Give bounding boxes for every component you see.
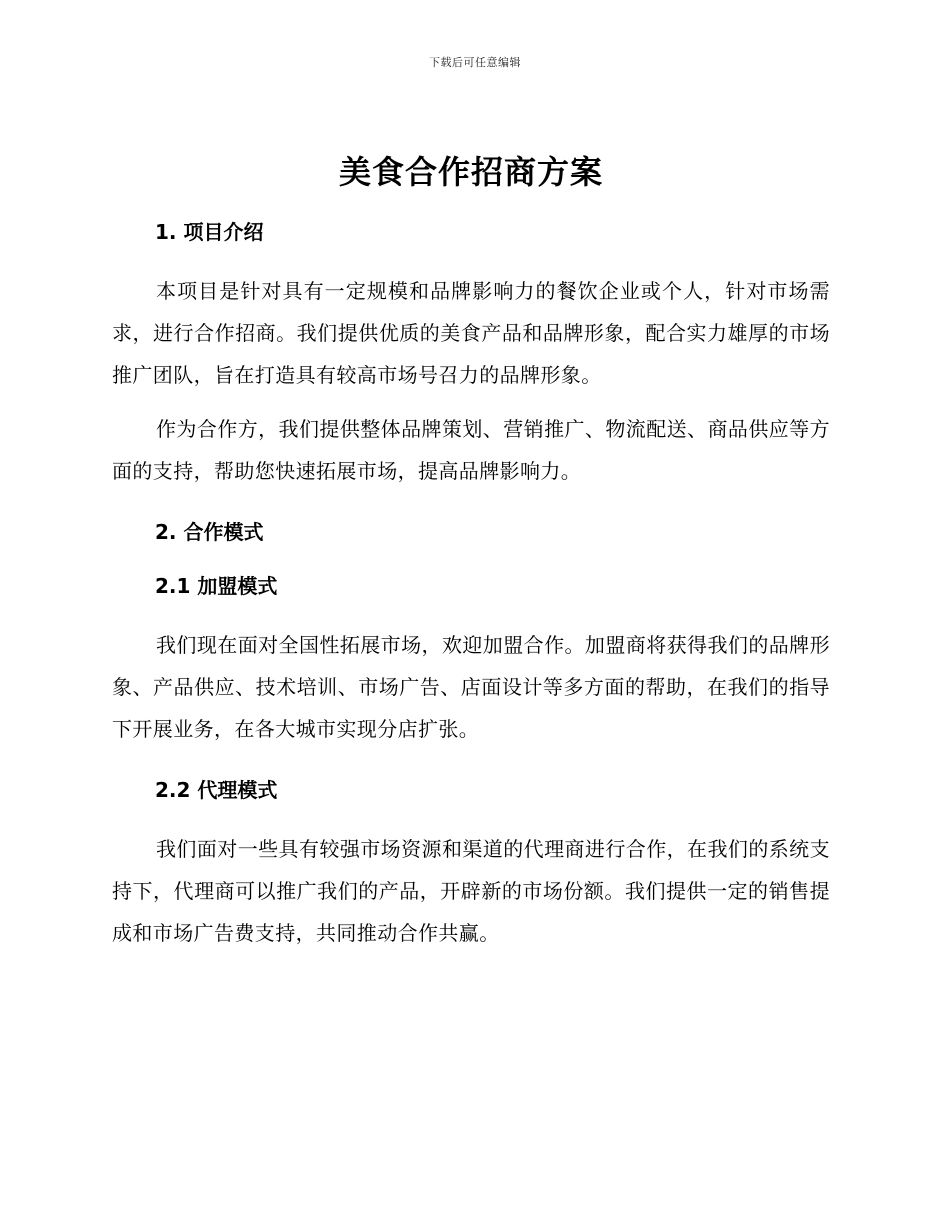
page-header-note: 下载后可任意编辑 [429,56,521,69]
document-body [112,148,830,954]
paragraph-franchise-mode: 我们现在面对全国性拓展市场，欢迎加盟合作。加盟商将获得我们的品牌形象、产品供应、技术培训、市场广告、店面设计等多方面的帮助，在我们的指导下开展业务，在各大城市实现分店扩张。 [112,633,830,741]
section-heading-cooperation-mode: 2. 合作模式 [155,520,264,544]
subsection-heading-agency-mode: 2.2 代理模式 [155,778,278,802]
section-heading-project-intro: 1. 项目介绍 [155,220,264,244]
paragraph-project-intro-1: 本项目是针对具有一定规模和品牌影响力的餐饮企业或个人，针对市场需求，进行合作招商。我们提供优质的美食产品和品牌形象，配合实力雄厚的市场推广团队，旨在打造具有较高市场号召力的品牌形象。 [112,279,830,387]
paragraph-project-intro-2: 作为合作方，我们提供整体品牌策划、营销推广、物流配送、商品供应等方面的支持，帮助您快速拓展市场，提高品牌影响力。 [112,417,830,483]
subsection-heading-franchise-mode: 2.1 加盟模式 [155,574,278,598]
paragraph-agency-mode: 我们面对一些具有较强市场资源和渠道的代理商进行合作，在我们的系统支持下，代理商可以推广我们的产品，开辟新的市场份额。我们提供一定的销售提成和市场广告费支持，共同推动合作共赢。 [112,837,830,945]
document-title: 美食合作招商方案 [338,153,603,191]
